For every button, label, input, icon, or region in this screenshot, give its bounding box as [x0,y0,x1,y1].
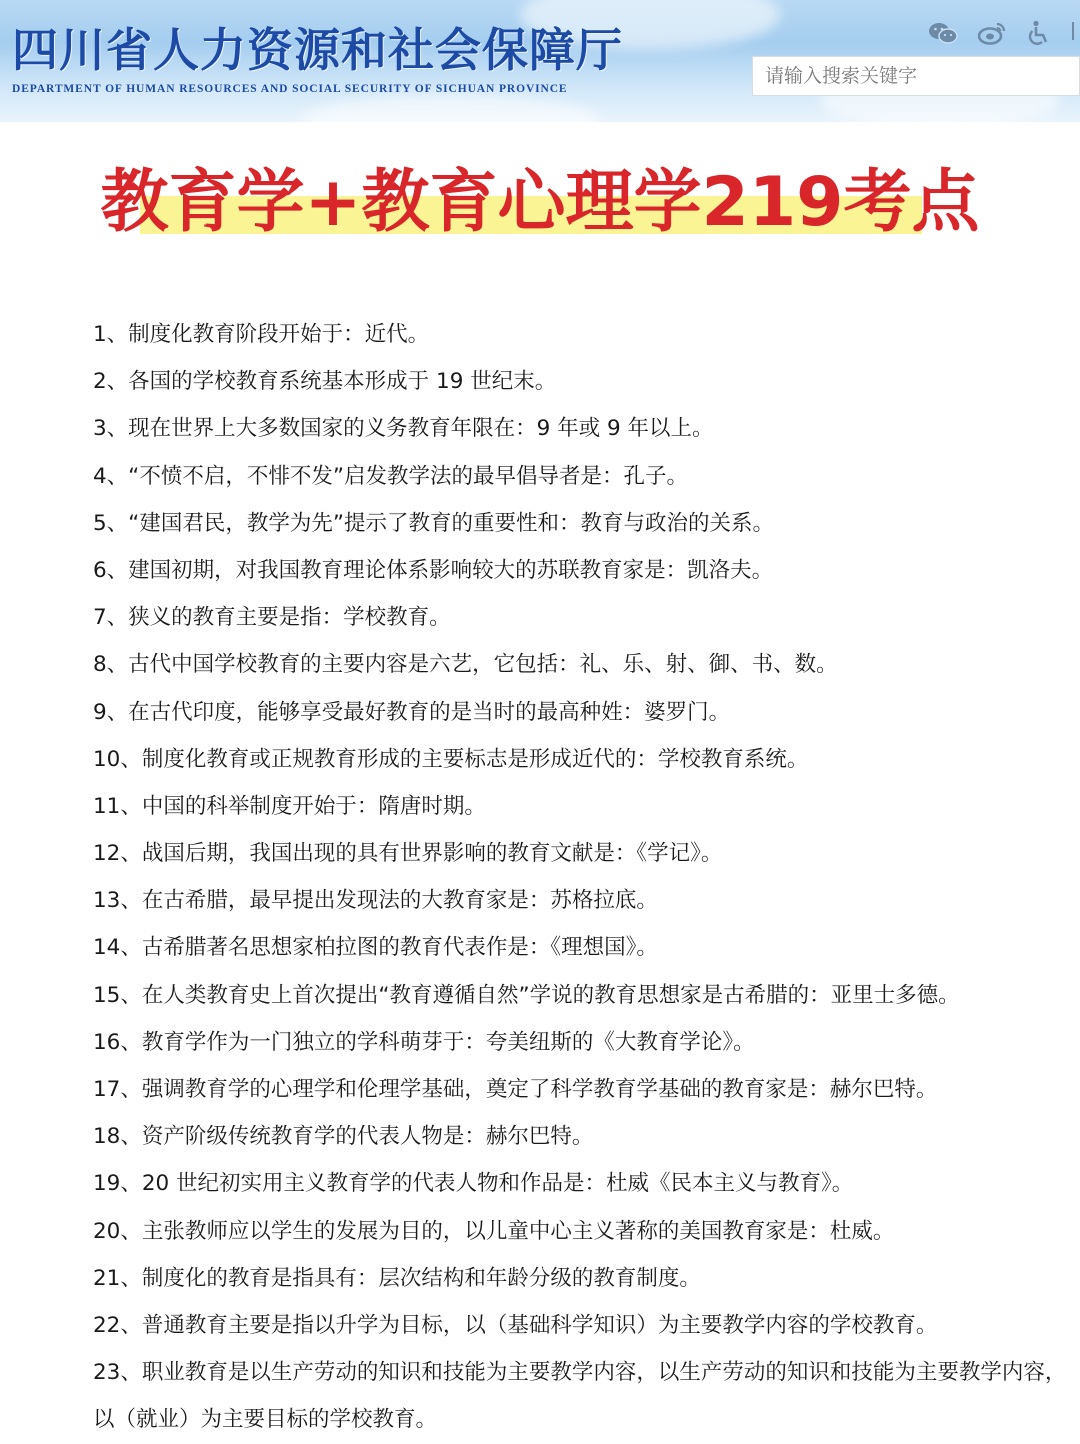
org-name[interactable]: 四川省人力资源和社会保障厅 [12,23,623,77]
list-item: 22、普通教育主要是指以升学为目标，以（基础科学知识）为主要教学内容的学校教育。 [93,1312,938,1338]
list-item: 10、制度化教育或正规教育形成的主要标志是形成近代的：学校教育系统。 [93,746,809,772]
list-item: 3、现在世界上大多数国家的义务教育年限在：9 年或 9 年以上。 [93,416,714,442]
list-item: 6、建国初期，对我国教育理论体系影响较大的苏联教育家是：凯洛夫。 [93,557,774,583]
list-item: 16、教育学作为一门独立的学科萌芽于：夸美纽斯的《大教育学论》。 [93,1029,755,1055]
list-item: 8、古代中国学校教育的主要内容是六艺，它包括：礼、乐、射、御、书、数。 [93,652,838,678]
list-item: 17、强调教育学的心理学和伦理学基础，奠定了科学教育学基础的教育家是：赫尔巴特。 [93,1077,938,1102]
list-item: 9、在古代印度，能够享受最好教育的是当时的最高种姓：婆罗门。 [93,699,731,725]
accessibility-icon[interactable] [1026,20,1050,46]
list-item: 18、资产阶级传统教育学的代表人物是：赫尔巴特。 [93,1124,594,1150]
list-item: 2、各国的学校教育系统基本形成于 19 世纪末。 [93,369,557,395]
list-item: 20、主张教师应以学生的发展为目的，以儿童中心主义著称的美国教育家是：杜威。 [93,1218,895,1244]
list-item: 1、制度化教育阶段开始于：近代。 [93,322,430,347]
header-divider [1072,22,1074,40]
list-item: 13、在古希腊，最早提出发现法的大教育家是：苏格拉底。 [93,888,658,914]
list-item: 4、“不愤不启，不悱不发”启发教学法的最早倡导者是：孔子。 [93,463,688,489]
list-item: 7、狭义的教育主要是指：学校教育。 [93,605,451,631]
list-item: 12、战国后期，我国出现的具有世界影响的教育文献是：《学记》。 [93,841,723,867]
page-title: 教育学+教育心理学219考点 [100,163,980,242]
wechat-icon[interactable] [928,21,958,45]
org-name-english: DEPARTMENT OF HUMAN RESOURCES AND SOCIAL SECURITY OF SICHUAN PROVINCE [12,83,568,95]
social-icons [928,20,1050,46]
list-item: 11、中国的科举制度开始于：隋唐时期。 [93,793,486,819]
title-container [0,148,1080,245]
list-item: 23、职业教育是以生产劳动的知识和技能为主要教学内容，以生产劳动的知识和技能为主要教学内容，以（就业）为主要目标的学校教育。 [93,1360,1067,1433]
search-box[interactable] [752,56,1080,96]
list-item: 15、在人类教育史上首次提出“教育遵循自然”学说的教育思想家是古希腊的：亚里士多德。 [93,982,960,1008]
search-input[interactable] [753,57,1079,95]
list-item: 21、制度化的教育是指具有：层次结构和年龄分级的教育制度。 [93,1265,701,1291]
exam-points-list [93,311,1068,1444]
weibo-icon[interactable] [978,21,1006,45]
list-item: 19、20 世纪初实用主义教育学的代表人物和作品是：杜威《民本主义与教育》。 [93,1171,854,1197]
list-item: 14、古希腊著名思想家柏拉图的教育代表作是：《理想国》。 [93,935,658,961]
cloud-decoration [300,95,600,122]
site-header [0,0,1080,122]
list-item: 5、“建国君民，教学为先”提示了教育的重要性和：教育与政治的关系。 [93,510,774,536]
